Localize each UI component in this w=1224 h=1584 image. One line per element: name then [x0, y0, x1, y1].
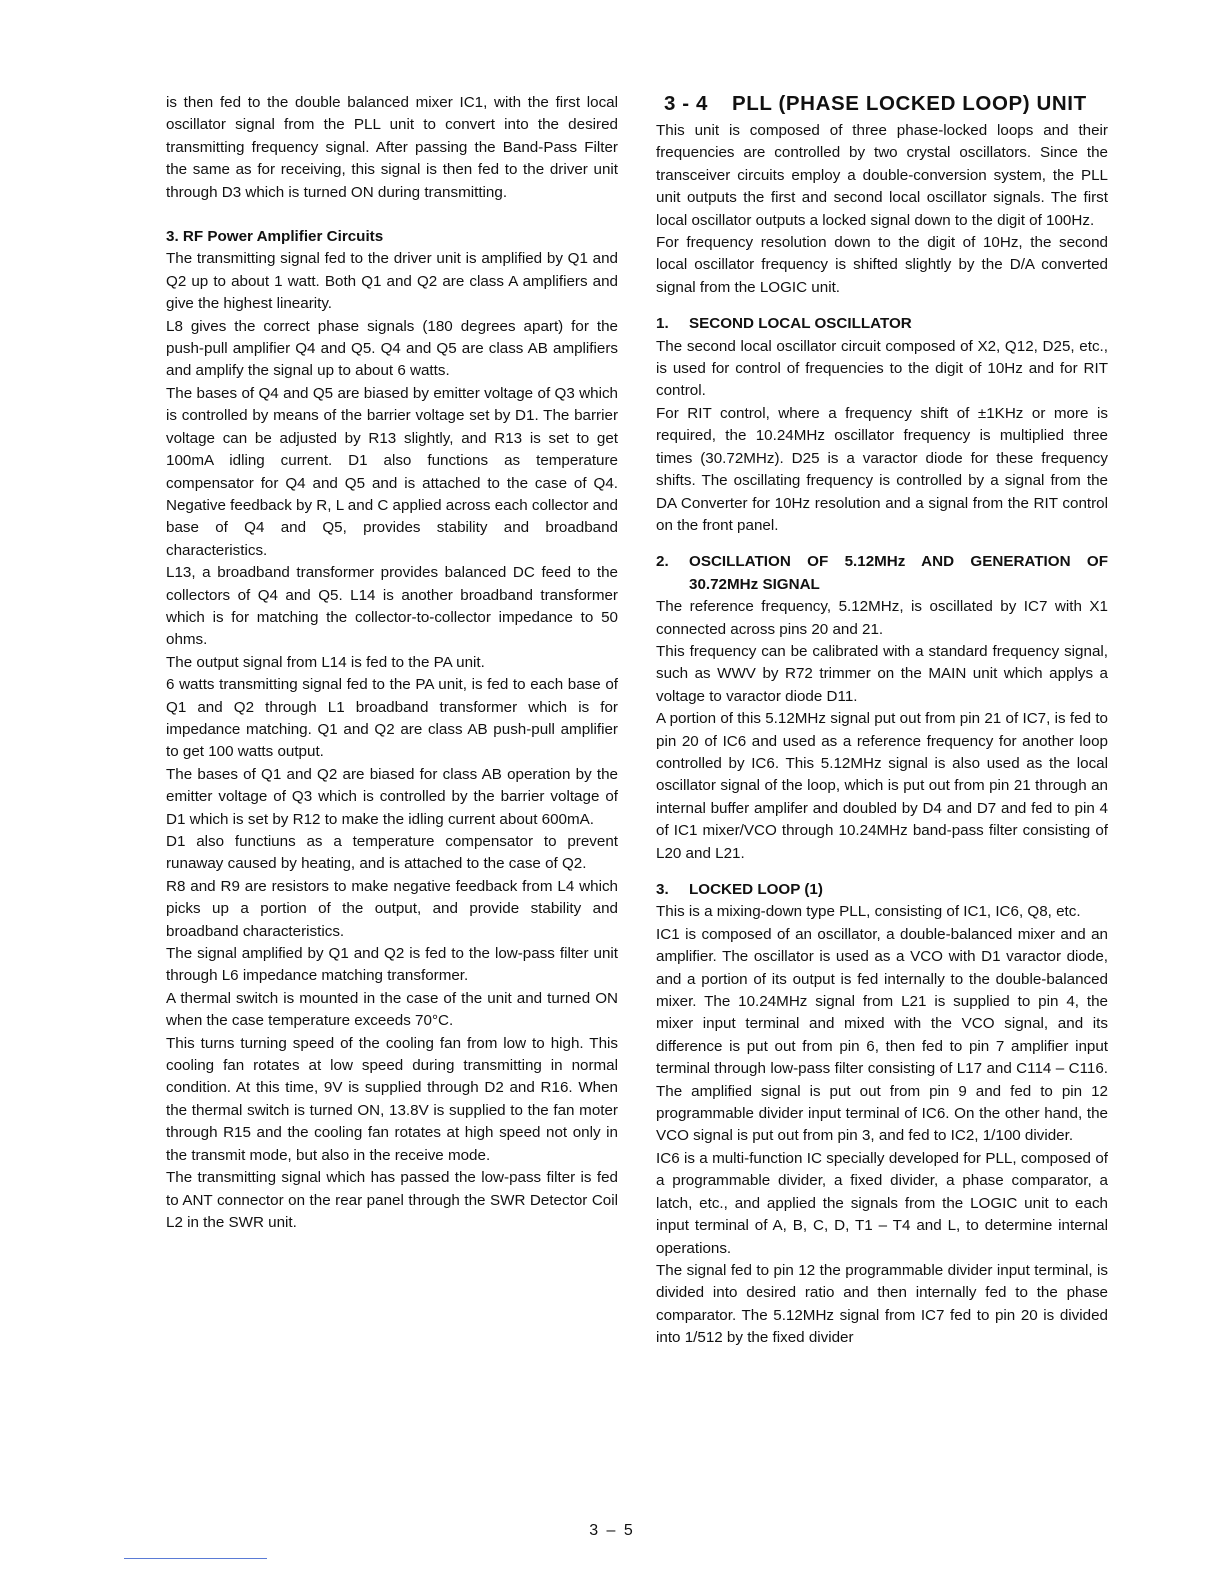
body-paragraph: The reference frequency, 5.12MHz, is oscillated by IC7 with X1 connected across pins 20 and 21.	[656, 598, 1108, 638]
body-paragraph: This turns turning speed of the cooling fan from low to high. This cooling fan rotates at low speed during transmitting in normal condition. At this time, 9V is supplied through D2 and R16. When the thermal switch is turned ON, 13.8V is supplied to the fan moter through R15 and the cooling fan rotates at high speed not only in the transmit mode, but also in the receive mode.	[166, 1034, 618, 1164]
intro-paragraph: is then fed to the double balanced mixer IC1, with the first local oscillator signal from the PLL unit to convert into the desired transmitting frequency signal. After passing the Band-Pass Filter the same as for receiving, this signal is then fed to the driver unit through D3 which is turned ON during transmitting.	[166, 94, 618, 201]
body-paragraph: The signal amplified by Q1 and Q2 is fed to the low-pass filter unit through L6 impedance matching transformer.	[166, 945, 618, 985]
body-paragraph: The second local oscillator circuit composed of X2, Q12, D25, etc., is used for control of frequencies to the digit of 10Hz and for RIT control.	[656, 337, 1108, 400]
body-paragraph: The output signal from L14 is fed to the PA unit.	[166, 653, 485, 671]
body-paragraph: R8 and R9 are resistors to make negative feedback from L4 which picks up a portion of the output, and provide stability and broadband characteristics.	[166, 877, 618, 940]
body-paragraph: A portion of this 5.12MHz signal put out from pin 21 of IC7, is fed to pin 20 of IC6 and used as a reference frequency for another loop controlled by IC6. This 5.12MHz signal is also used as the local oscillator signal of the loop, which is put out from pin 21 through an internal buffer amplifer and doubled by D4 and D7 and fed to pin 4 of IC1 mixer/VCO through 10.24MHz band-pass filter consisting of L20 and L21.	[656, 710, 1108, 862]
body-paragraph: The bases of Q4 and Q5 are biased by emitter voltage of Q3 which is controlled by means of the barrier voltage set by D1. The barrier voltage can be adjusted by R13 slightly, and R13 is set to get 100mA idling current. D1 also functions as temperature compensator for Q4 and Q5 and is attached to the case of Q4. Negative feedback by R, L and C applied across each collector and base of Q4 and Q5, provides stability and broadband characteristics.	[166, 384, 618, 559]
left-column	[166, 92, 618, 1234]
body-paragraph: L13, a broadband transformer provides balanced DC feed to the collectors of Q4 and Q5. L14 is another broadband transformer which is for matching the collector-to-collector impedance to 50 ohms.	[166, 564, 618, 649]
subsection-heading-3: 3. LOCKED LOOP (1)	[656, 881, 823, 898]
body-paragraph: The signal fed to pin 12 the programmable divider input terminal, is divided into desired ratio and then internally fed to the phase comparator. The 5.12MHz signal from IC7 fed to pin 20 is divided into 1/512 by the fixed divider	[656, 1261, 1108, 1347]
body-paragraph: This frequency can be calibrated with a standard frequency signal, such as WWV by R72 trimmer on the MAIN unit which applys a voltage to varactor diode D11.	[656, 642, 1108, 705]
subsection-heading-2: 2. OSCILLATION OF 5.12MHz AND GENERATION OF 30.72MHz SIGNAL	[656, 553, 1108, 593]
section-title: PLL (PHASE LOCKED LOOP) UNIT	[732, 92, 1087, 115]
body-paragraph: A thermal switch is mounted in the case of the unit and turned ON when the case temperature exceeds 70°C.	[166, 989, 618, 1030]
page-number: 3 – 5	[589, 1522, 635, 1539]
body-paragraph: The transmitting signal fed to the driver unit is amplified by Q1 and Q2 up to about 1 watt. Both Q1 and Q2 are class A amplifiers and give the highest linearity.	[166, 250, 618, 313]
rf-amplifier-heading: 3. RF Power Amplifier Circuits	[166, 228, 384, 246]
section-heading	[664, 92, 1108, 116]
body-paragraph: The bases of Q1 and Q2 are biased for class AB operation by the emitter voltage of Q3 which is controlled by the barrier voltage of D1 which is set by R12 to make the idling current about 600mA.	[166, 765, 618, 828]
body-paragraph: The transmitting signal which has passed the low-pass filter is fed to ANT connector on the rear panel through the SWR Detector Coil L2 in the SWR unit.	[166, 1169, 618, 1231]
body-paragraph: L8 gives the correct phase signals (180 degrees apart) for the push-pull amplifier Q4 and Q5. Q4 and Q5 are class AB amplifiers and amplify the signal up to about 6 watts.	[166, 317, 618, 380]
section-number: 3 - 4	[664, 92, 709, 115]
right-column	[656, 92, 1108, 1350]
body-paragraph: IC1 is composed of an oscillator, a double-balanced mixer and an amplifier. The oscillator is used as a VCO with D1 varactor diode, and a portion of its output is fed internally to the double-balanced mixer. The 10.24MHz signal from L21 is supplied to pin 4, the mixer input terminal and mixed with the VCO signal, and its difference is put out from pin 6, then fed to pin 7 amplifier input terminal through low-pass filter consisting of L17 and C114 – C116. The amplified signal is put out from pin 9 and fed to pin 12 programmable divider input terminal of IC6. On the other hand, the VCO signal is put out from pin 3, and fed to IC2, 1/100 divider.	[656, 925, 1108, 1145]
body-paragraph: IC6 is a multi-function IC specially developed for PLL, composed of a programmable divider, a fixed divider, a phase comparator, a latch, etc., and applied the signals from the LOGIC unit to each input terminal of A, B, C, D, T1 – T4 and L, to determine internal operations.	[656, 1149, 1108, 1257]
body-paragraph: For RIT control, where a frequency shift of ±1KHz or more is required, the 10.24MHz oscillator frequency is multiplied three times (30.72MHz). D25 is a varactor diode for these frequency shifts. The oscillating frequency is controlled by a signal from the DA Converter for 10Hz resolution and a signal from the RIT control on the front panel.	[656, 404, 1108, 534]
body-paragraph: This unit is composed of three phase-locked loops and their frequencies are controlled by two crystal oscillators. Since the transceiver circuits employ a double-conversion system, the PLL unit outputs the first and second local oscillator signals. The first local oscillator outputs a locked signal down to the digit of 100Hz.	[656, 122, 1108, 229]
footer-rule	[124, 1558, 267, 1559]
body-paragraph: D1 also functiuns as a temperature compensator to prevent runaway caused by heating, and is attached to the case of Q2.	[166, 833, 618, 873]
body-paragraph: This is a mixing-down type PLL, consisting of IC1, IC6, Q8, etc.	[656, 903, 1081, 921]
body-paragraph: For frequency resolution down to the digit of 10Hz, the second local oscillator frequency is shifted slightly by the D/A converted signal from the LOGIC unit.	[656, 234, 1108, 296]
body-paragraph: 6 watts transmitting signal fed to the PA unit, is fed to each base of Q1 and Q2 through L1 broadband transformer which is for impedance matching. Q1 and Q2 are class AB push-pull amplifier to get 100 watts output.	[166, 676, 618, 761]
subsection-heading-1: 1. SECOND LOCAL OSCILLATOR	[656, 315, 912, 333]
